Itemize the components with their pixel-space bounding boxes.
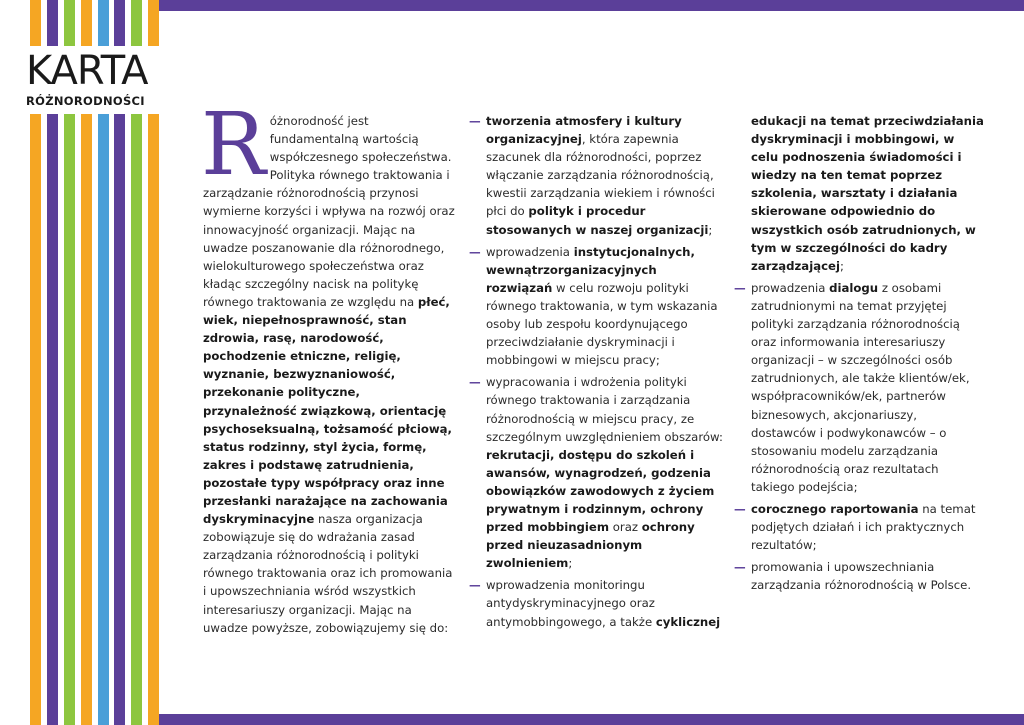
dash-bullet-icon: — xyxy=(734,280,746,295)
bold-text: płeć, wiek, niepełnosprawność, stan zdrowia, rasę, narodowość, pochodzenie etniczne, religię, wyznanie, bezwyznaniowość, przekonanie polityczne, przynależność związkową, orientację psychoseksualną, tożsamość płciową, status rodzinny, styl życia, formę, zakres i podstawę zatrudnienia, pozostałe typy współpracy oraz inne przesłanki narażające na zachowania dyskryminacyjne xyxy=(203,294,452,527)
list-item xyxy=(734,279,984,496)
text: , która zapewnia szacunek dla różnorodności, poprzez włączanie zarządzania różnorodnością, kwestii zarządzania wiekiem i równości płci do xyxy=(486,132,715,219)
commitment-continuation xyxy=(734,112,984,275)
top-band xyxy=(155,0,1024,11)
bottom-band xyxy=(155,714,1024,725)
text: prowadzenia xyxy=(751,280,830,295)
dash-bullet-icon: — xyxy=(469,244,481,259)
dash-bullet-icon: — xyxy=(469,578,481,593)
text: ; xyxy=(568,556,573,571)
bold-text: corocznego raportowania xyxy=(751,501,919,516)
text: nasza organizacja zobowiązuje się do wdrażania zasad zarządzania różnorodnością i polityki równego traktowania oraz ich promowania i upowszechniania wśród wszystkich interesariuszy organizacji. Mając na uwadze powyższe, zobowiązujemy się do: xyxy=(203,512,453,635)
text: z osobami zatrudnionymi na temat przyjętej polityki zarządzania różnorodnością oraz informowania interesariuszy organizacji – w szczególności osób zatrudnionych, ale także klientów/ek, współpracowników/ek, partnerów biznesowych, akcjonariuszy, dostawców i podwykonawców – o stosowaniu modelu zarządzania różnorodnością oraz rezultatach takiego podejścia; xyxy=(751,280,970,494)
logo-subtitle: RÓŻNORODNOŚCI xyxy=(26,94,145,108)
list-item xyxy=(469,112,727,239)
list-item xyxy=(469,576,727,630)
text: wypracowania i wdrożenia polityki równego traktowania i zarządzania różnorodnością w miejscu pracy, ze szczególnym uwzględnieniem obszarów: xyxy=(486,375,723,444)
text: na temat podjętych działań i ich praktycznych rezultatów; xyxy=(751,501,976,553)
commitments-column-1 xyxy=(469,112,727,635)
dash-bullet-icon: — xyxy=(469,114,481,128)
bold-text: rekrutacji, dostępu do szkoleń i awansów, wynagrodzeń, godzenia obowiązków zawodowych z życiem prywatnym i rodzinnym, ochrony przed mobbingiem xyxy=(486,447,715,535)
bold-text: tworzenia atmosfery i kultury organizacyjnej xyxy=(486,114,682,147)
list-item xyxy=(734,558,984,594)
logo-title: KARTA xyxy=(26,48,148,94)
bold-text: cyklicznej xyxy=(655,614,721,629)
text: ; xyxy=(839,258,844,273)
dash-bullet-icon: — xyxy=(734,501,746,516)
intro-column xyxy=(201,95,455,637)
list-item xyxy=(734,500,984,554)
commitments-list-2 xyxy=(734,279,984,595)
text: ; xyxy=(708,222,713,237)
text: promowania i upowszechniania zarządzania różnorodnością w Polsce. xyxy=(751,560,972,593)
text: óżnorodność jest fundamentalną wartością współczesnego społeczeństwa. Polityka równego traktowania i zarządzanie różnorodnością przynosi wymierne korzyści i wpływa na rozwój oraz innowacyjność organizacji. Mając na uwadze poszanowanie dla różnorodnego, wielokulturowego społeczeństwa oraz kładąc szczególny nacisk na politykę równego traktowania ze względu na xyxy=(203,114,455,309)
text: oraz xyxy=(609,520,642,535)
text: w celu rozwoju polityki równego traktowania, w tym wskazania osoby lub zespołu koordynującego przeciwdziałanie dyskryminacji i mobbingowi w miejscu pracy; xyxy=(486,280,718,368)
text: wprowadzenia xyxy=(486,244,574,259)
bold-text: dialogu xyxy=(829,280,879,295)
bold-text: edukacji na temat przeciwdziałania dyskryminacji i mobbingowi, w celu podnoszenia świadomości i wiedzy na ten temat poprzez szkolenia, warsztaty i działania skierowane odpowiednio do wszystkich osób zatrudnionych, w tym w szczególności do kadry zarządzającej xyxy=(751,114,984,273)
text: wprowadzenia monitoringu antydyskryminacyjnego oraz antymobbingowego, a także xyxy=(486,578,656,629)
dash-bullet-icon: — xyxy=(734,560,746,575)
bold-text: polityk i procedur stosowanych w naszej organizacji xyxy=(486,204,709,237)
drop-cap: R xyxy=(201,95,266,195)
intro-paragraph xyxy=(201,95,455,637)
list-item xyxy=(469,243,727,370)
bold-text: instytucjonalnych, wewnątrzorganizacyjnych rozwiązań xyxy=(486,244,695,295)
list-item xyxy=(469,373,727,572)
commitments-column-2 xyxy=(734,112,984,598)
bold-text: ochrony przed nieuzasadnionym zwolnieniem xyxy=(486,520,695,571)
dash-bullet-icon: — xyxy=(469,375,481,390)
commitments-list-1 xyxy=(469,112,727,631)
logo xyxy=(26,48,160,108)
